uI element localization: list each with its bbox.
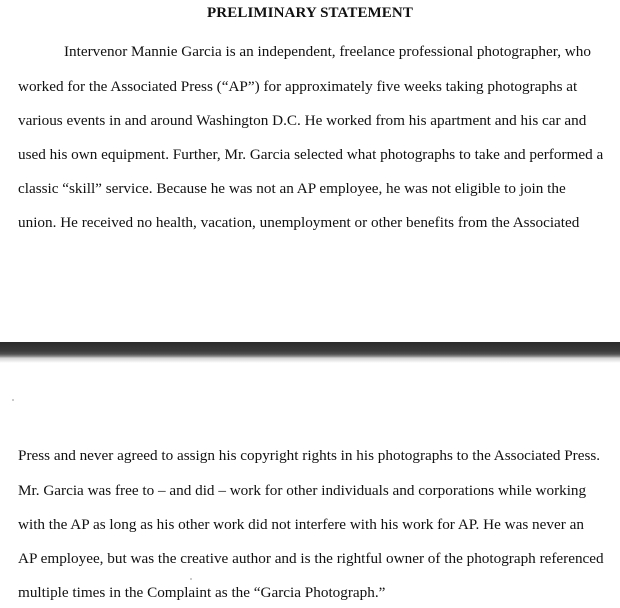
page-break-divider bbox=[0, 342, 620, 358]
paragraph-line: Mr. Garcia was free to – and did – work for other individuals and corporations while working bbox=[18, 482, 587, 499]
paragraph-line: union. He received no health, vacation, unemployment or other benefits from the Associated bbox=[18, 214, 580, 231]
paragraph-line: multiple times in the Complaint as the “Garcia Photograph.” bbox=[18, 584, 386, 601]
scan-speck bbox=[190, 578, 192, 580]
paragraph-line: used his own equipment. Further, Mr. Garcia selected what photographs to take and performed a bbox=[18, 146, 604, 163]
paragraph-line: AP employee, but was the creative author and is the rightful owner of the photograph referenced bbox=[18, 550, 604, 567]
paragraph-line: classic “skill” service. Because he was not an AP employee, he was not eligible to join the bbox=[18, 180, 566, 197]
paragraph-line: Press and never agreed to assign his copyright rights in his photographs to the Associated Press. bbox=[18, 447, 601, 464]
scan-speck bbox=[12, 399, 14, 401]
section-heading: PRELIMINARY STATEMENT bbox=[207, 5, 413, 21]
paragraph-line: with the AP as long as his other work did not interfere with his work for AP. He was never an bbox=[18, 516, 584, 533]
page-break-shadow bbox=[0, 358, 620, 363]
paragraph-line: worked for the Associated Press (“AP”) for approximately five weeks taking photographs at bbox=[18, 78, 578, 95]
paragraph-line: Intervenor Mannie Garcia is an independent, freelance professional photographer, who bbox=[64, 43, 591, 60]
paragraph-line: various events in and around Washington D.C. He worked from his apartment and his car and bbox=[18, 112, 587, 129]
